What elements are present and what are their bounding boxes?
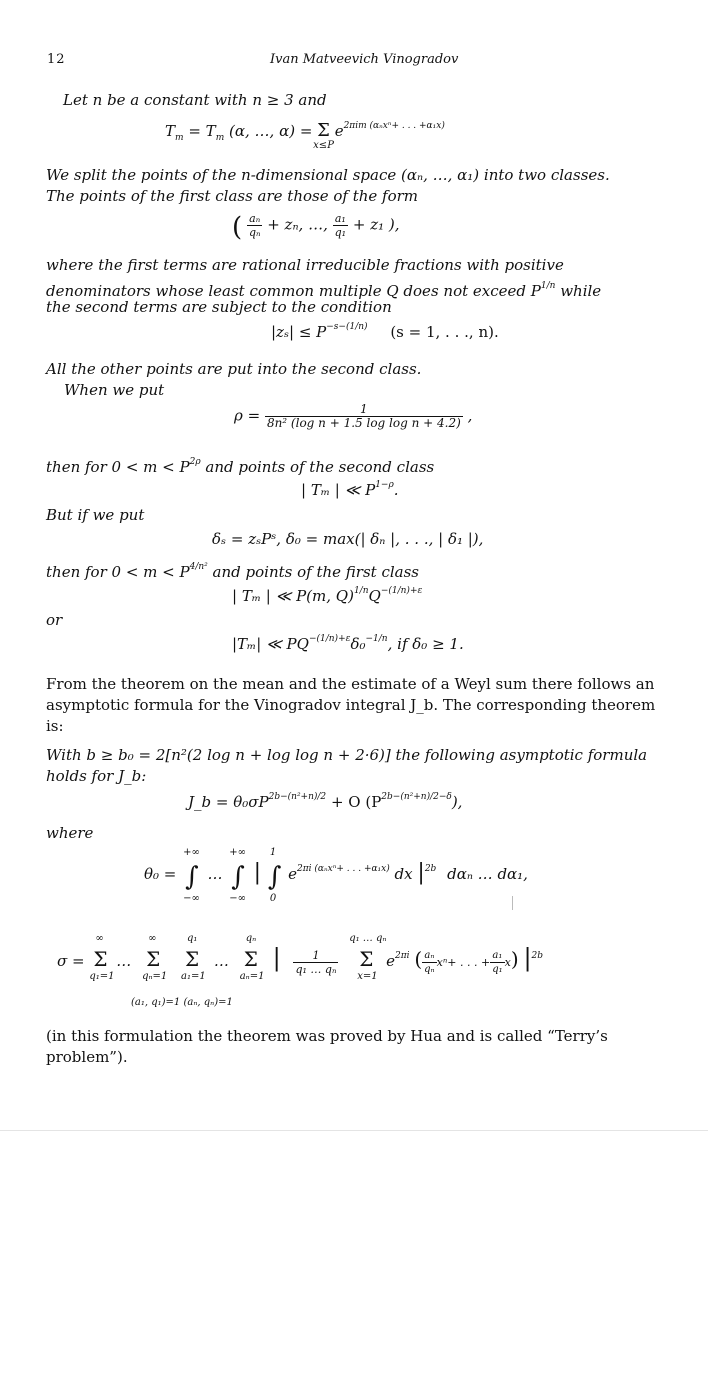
equation-first-class: | Tₘ | ≪ P(m, $Q)^{1/n}Q^{-(1/n)+\varepsilon}$ bbox=[232, 586, 423, 605]
equation-delta: δₛ = zₛPˢ, δ₀ = max(| δₙ |, . . ., | δ₁ |), bbox=[212, 530, 484, 548]
running-title: Ivan Matveevich Vinogradov bbox=[270, 52, 459, 67]
split-line-1: We split the points of the n-dimensional space (αₙ, …, α₁) into two classes. bbox=[46, 166, 610, 184]
equation-tm: $T_m = T_m$ (α, …, α) = Σ x≤P $e^{2\pi im (\alpha_nx^n+ . . . +\alpha_1x)}$ bbox=[165, 120, 445, 151]
where-line-3: the second terms are subject to the condition bbox=[46, 298, 392, 316]
equation-sigma: σ = Σ ∞ q₁=1 … Σ ∞ qₙ=1 Σ q₁ a₁=1 … Σ qₙ aₙ=1 | $\frac{1}{\text{q₁ … qₙ}}$ Σ q₁ … qₙ x=1 $e^{2\pi i}$ ( $\frac{\text{aₙ}}{\text{qₙ}}$ xⁿ+ . . . + $\frac{\text{a₁}}{\text{q₁}}$ x) $|^{2b}$ bbox=[57, 933, 544, 982]
equation-rho: ρ = $\frac{1}{\text{8n² (log n + 1.5 log log n + 4.2)}}$ , bbox=[234, 402, 473, 430]
scan-edge bbox=[0, 1130, 708, 1131]
equation-jb: J_b = $\theta_0\sigma P^{2b-(n^2+n)/2} + O$ $(P^{2b-(n^2+n)/2-\delta})$, bbox=[188, 792, 463, 811]
intro-text: Let n be a constant with n ≥ 3 and bbox=[63, 91, 327, 109]
equation-condition: $|z_s| \le P^{-s-(1/n)}$ (s = 1, . . ., n). bbox=[271, 322, 499, 341]
page-number: 12 bbox=[47, 52, 66, 67]
closing-text: (in this formulation the theorem was proved by Hua and is called “Terry’s problem”). bbox=[46, 1027, 608, 1066]
gcd-condition: (a₁, q₁)=1 (aₙ, qₙ)=1 bbox=[131, 997, 233, 1008]
equation-theta: θ₀ = ∫ +∞ −∞ … ∫ +∞ −∞ | ∫ 1 0 $e^{2\pi i (\alpha_nx^n+ . . . +\alpha_1x)}$ dx $|^{2b}$ dαₙ … dα₁, bbox=[144, 847, 528, 904]
where-line-2: denominators whose least common multiple Q does not exceed $P^{1/n}$ while bbox=[46, 281, 602, 300]
or-text: or bbox=[46, 611, 63, 629]
equation-or: |Tₘ| ≪ $PQ^{-(1/n)+\varepsilon}\delta_0^{-1/n}$, if δ₀ ≥ 1. bbox=[232, 634, 464, 653]
scan-mark bbox=[512, 896, 513, 910]
when-put-text: When we put bbox=[64, 381, 165, 399]
split-line-2: The points of the first class are those of the form bbox=[46, 187, 419, 205]
equation-second-class: | Tₘ | ≪ $P^{1-\rho}$. bbox=[301, 480, 399, 499]
where-line-1: where the first terms are rational irreducible fractions with positive bbox=[46, 256, 564, 274]
equation-form: ( $\frac{\text{aₙ}}{\text{qₙ}}$ + zₙ, …, $\frac{\text{a₁}}{\text{q₁}}$ + z₁ ), bbox=[232, 212, 400, 243]
then-first-text: then for $0 < m < P^{4/n^2}$ and points of the first class bbox=[46, 562, 419, 581]
but-put-text: But if we put bbox=[46, 506, 145, 524]
from-theorem-text: From the theorem on the mean and the estimate of a Weyl sum there follows an asymptotic formula for the Vinogradov integral J_b. The corresponding theorem is: bbox=[46, 675, 656, 735]
all-other-text: All the other points are put into the second class. bbox=[46, 360, 422, 378]
where-text: where bbox=[46, 824, 94, 842]
then-second-text: then for $0 < m < P^{2\rho}$ and points of the second class bbox=[46, 457, 435, 476]
with-b-text: With b ≥ b₀ = 2[n²(2 log n + log log n + 2·6)] the following asymptotic formula holds for J_b: bbox=[46, 746, 648, 785]
